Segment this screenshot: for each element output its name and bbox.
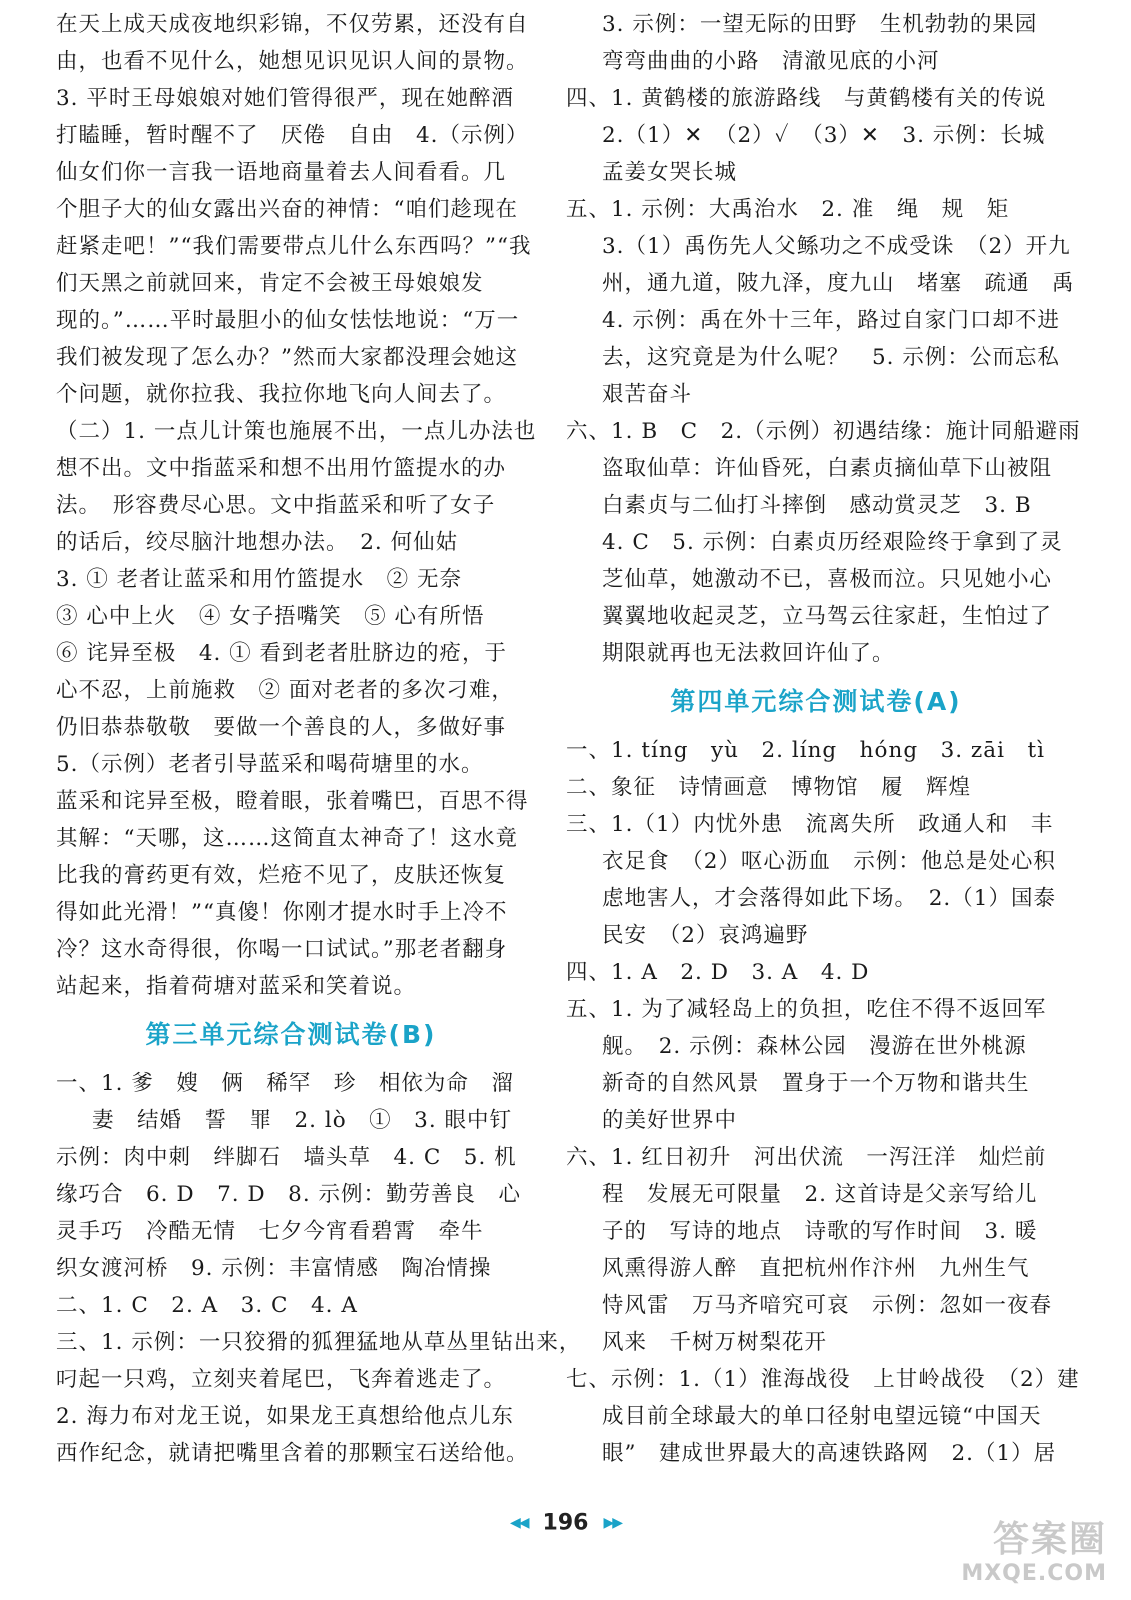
text-line: 打瞌睡，暂时醒不了 厌倦 自由 4.（示例）: [56, 123, 529, 148]
text-line: ③ 心中上火 ④ 女子捂嘴笑 ⑤ 心有所悟: [56, 604, 485, 629]
text-line: 成目前全球最大的单口径射电望远镜“中国天: [602, 1404, 1042, 1429]
text-line: 5.（示例）老者引导蓝采和喝荷塘里的水。: [56, 752, 484, 777]
text-line: 六、1. 红日初升 河出伏流 一泻汪洋 灿烂前: [566, 1145, 1047, 1170]
text-line: 四、1. A 2. D 3. A 4. D: [566, 960, 870, 985]
text-line: （二）1. 一点儿计策也施展不出，一点儿办法也: [56, 419, 537, 444]
text-line: 五、1. 为了减轻岛上的负担，吃住不得不返回军: [566, 997, 1047, 1022]
text-line: 叼起一只鸡，立刻夹着尾巴，飞奔着逃走了。: [56, 1367, 507, 1392]
text-line: 在天上成天成夜地织彩锦，不仅劳累，还没有自: [56, 12, 529, 37]
text-line: 四、1. 黄鹤楼的旅游路线 与黄鹤楼有关的传说: [566, 86, 1047, 111]
text-line: 仍旧恭恭敬敬 要做一个善良的人，多做好事: [56, 715, 507, 740]
next-arrows-icon: ▶▶: [603, 1515, 622, 1531]
left-text-block-after: [56, 1065, 582, 1472]
watermark-title: 答案圈: [992, 1519, 1107, 1560]
text-line: 现的。”……平时最胆小的仙女怯怯地说：“万一: [56, 308, 520, 333]
text-line: 比我的膏药更有效，烂疮不见了，皮肤还恢复: [56, 863, 507, 888]
text-line: 三、1.（1）内忧外患 流离失所 政通人和 丰: [566, 812, 1054, 837]
section-heading-unit3-b: 第三单元综合测试卷(B): [145, 1020, 437, 1049]
text-line: 得如此光滑！”“真傻！你刚才提水时手上冷不: [56, 900, 508, 925]
text-line: 2. 海力布对龙王说，如果龙王真想给他点儿东: [56, 1404, 514, 1429]
right-column: [566, 6, 1081, 1472]
text-line: 眼” 建成世界最大的高速铁路网 2.（1）居: [602, 1441, 1057, 1466]
text-line: 2.（1）✕ （2）✓ （3）✕ 3. 示例：长城: [602, 123, 1046, 148]
text-line: 仙女们你一言我一语地商量着去人间看看。几: [56, 160, 507, 185]
text-line: 们天黑之前就回来，肯定不会被王母娘娘发: [56, 271, 484, 296]
text-line: 七、示例：1.（1）淮海战役 上甘岭战役 （2）建: [566, 1367, 1080, 1392]
text-line: 期限就再也无法救回许仙了。: [602, 641, 895, 666]
text-line: 的美好世界中: [602, 1108, 738, 1133]
prev-arrows-icon: ◀◀: [509, 1515, 528, 1531]
text-line: 风熏得游人醉 直把杭州作汴州 九州生气: [602, 1256, 1030, 1281]
watermark-url: MXQE.COM: [961, 1561, 1107, 1586]
text-line: 想不出。文中指蓝采和想不出用竹篮提水的办: [56, 456, 507, 481]
text-line: 心不忍，上前施救 ② 面对老者的多次刁难，: [56, 678, 514, 703]
text-line: 由，也看不见什么，她想见识见识人间的景物。: [56, 49, 529, 74]
text-line: 法。 形容费尽心思。文中指蓝采和听了女子: [56, 493, 496, 518]
text-line: 个胆子大的仙女露出兴奋的神情：“咱们趁现在: [56, 197, 518, 222]
text-line: 弯弯曲曲的小路 清澈见底的小河: [602, 49, 940, 74]
text-line: 恃风雷 万马齐喑究可哀 示例：忽如一夜春: [602, 1293, 1053, 1318]
text-line: ⑥ 诧异至极 4. ① 看到老者肚脐边的疮，于: [56, 641, 508, 666]
text-line: 衣足食 （2）呕心沥血 示例：他总是处心积: [602, 849, 1056, 874]
text-line: 3.（1）禹伤先人父鲧功之不成受诛 （2）开九: [602, 234, 1071, 259]
text-line: 赶紧走吧！”“我们需要带点儿什么东西吗？”“我: [56, 234, 532, 259]
text-line: 去，这究竟是为什么呢？ 5. 示例：公而忘私: [602, 345, 1060, 370]
text-line: 孟姜女哭长城: [602, 160, 738, 185]
text-line: 白素贞与二仙打斗摔倒 感动赏灵芝 3. B: [602, 493, 1032, 518]
text-line: 子的 写诗的地点 诗歌的写作时间 3. 暖: [602, 1219, 1038, 1244]
text-line: 新奇的自然风景 置身于一个万物和谐共生: [602, 1071, 1030, 1096]
text-line: 灵手巧 冷酷无情 七夕今宵看碧霄 牵牛: [56, 1219, 484, 1244]
text-line: 二、象征 诗情画意 博物馆 履 辉煌: [566, 775, 972, 800]
text-line: 程 发展无可限量 2. 这首诗是父亲写给儿: [602, 1182, 1038, 1207]
text-line: 西作纪念，就请把嘴里含着的那颗宝石送给他。: [56, 1441, 529, 1466]
text-line: 风来 千树万树梨花开: [602, 1330, 828, 1355]
text-line: 蓝采和诧异至极，瞪着眼，张着嘴巴，百思不得: [56, 789, 529, 814]
text-line: 芝仙草，她激动不已，喜极而泣。只见她小心: [602, 567, 1053, 592]
text-line: 我们被发现了怎么办？”然而大家都没理会她这: [56, 345, 518, 370]
text-line: 3. ① 老者让蓝采和用竹篮提水 ② 无奈: [56, 567, 463, 592]
left-text-block: [56, 6, 537, 1005]
text-line: 盗取仙草：许仙昏死，白素贞摘仙草下山被阻: [602, 456, 1053, 481]
text-line: 缘巧合 6. D 7. D 8. 示例：勤劳善良 心: [56, 1182, 522, 1207]
left-column: [56, 6, 582, 1472]
text-line: 示例：肉中刺 绊脚石 墙头草 4. C 5. 机: [56, 1145, 517, 1170]
text-line: 虑地害人，才会落得如此下场。 2.（1）国泰: [602, 886, 1056, 911]
right-text-block-after: [566, 732, 1080, 1472]
text-line: 一、1. tíng yù 2. líng hóng 3. zāi tì: [566, 738, 1045, 763]
watermark-logo: [937, 1520, 1107, 1594]
text-line: 站起来，指着荷塘对蓝采和笑着说。: [56, 974, 417, 999]
text-line: 的话后，绞尽脑汁地想办法。 2. 何仙姑: [56, 530, 459, 555]
text-line: 六、1. B C 2.（示例）初遇结缘：施计同船避雨: [566, 419, 1081, 444]
text-line: 3. 平时王母娘娘对她们管得很严，现在她醉酒: [56, 86, 514, 111]
text-line: 三、1. 示例：一只狡猾的狐狸猛地从草丛里钻出来，: [56, 1330, 582, 1355]
text-line: 艰苦奋斗: [602, 382, 693, 407]
text-line: 其解：“天哪，这……这简直太神奇了！这水竟: [56, 826, 518, 851]
text-line: 舰。 2. 示例：森林公园 漫游在世外桃源: [602, 1034, 1027, 1059]
text-line: 翼翼地收起灵芝，立马驾云往家赶，生怕过了: [602, 604, 1053, 629]
text-line: 3. 示例：一望无际的田野 生机勃勃的果园: [602, 12, 1038, 37]
text-line: 州，通九道，陂九泽，度九山 堵塞 疏通 禹: [602, 271, 1075, 296]
text-line: 一、1. 爹 嫂 俩 稀罕 珍 相依为命 溜: [56, 1071, 514, 1096]
section-heading-unit4-a: 第四单元综合测试卷(A): [670, 687, 962, 716]
text-line: 冷？这水奇得很，你喝一口试试。”那老者翻身: [56, 937, 508, 962]
text-line: 妻 结婚 誓 罪 2. lò ① 3. 眼中钉: [92, 1108, 513, 1133]
text-line: 民安 （2）哀鸿遍野: [602, 923, 809, 948]
text-line: 4. 示例：禹在外十三年，路过自家门口却不进: [602, 308, 1060, 333]
text-line: 五、1. 示例：大禹治水 2. 准 绳 规 矩: [566, 197, 1010, 222]
right-text-block: [566, 6, 1081, 672]
text-line: 4. C 5. 示例：白素贞历经艰险终于拿到了灵: [602, 530, 1063, 555]
text-line: 个问题，就你拉我、我拉你地飞向人间去了。: [56, 382, 507, 407]
page-number: 196: [542, 1510, 589, 1536]
text-line: 二、1. C 2. A 3. C 4. A: [56, 1293, 358, 1318]
text-line: 织女渡河桥 9. 示例：丰富情感 陶冶情操: [56, 1256, 492, 1281]
